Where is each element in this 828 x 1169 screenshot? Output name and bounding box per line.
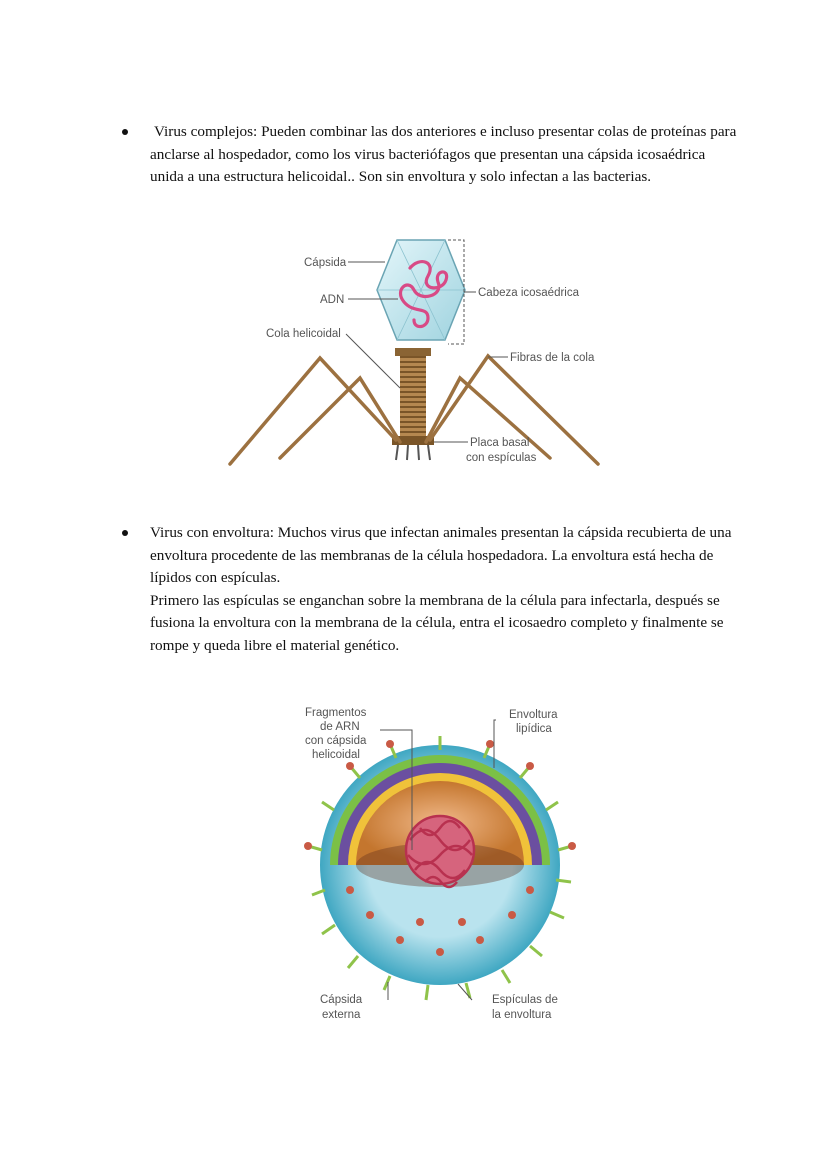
label-fragmentos-2: de ARN [320, 721, 360, 733]
enveloped-virus-diagram [290, 700, 590, 1030]
paragraph: Virus con envoltura: Muchos virus que infectan animales presentan la cápsida recubierta de una envoltura procedente de las membranas de la célula hospedadora. La envoltura está hecha de lípidos con espículas. [150, 524, 732, 586]
bullet-virus-complejos [122, 121, 742, 189]
bullet-text [150, 522, 742, 657]
bullet-virus-envoltura [122, 522, 742, 657]
label-fragmentos-4: helicoidal [312, 749, 360, 761]
label-envoltura-2: lipídica [516, 723, 552, 735]
label-placa-1: Placa basal [470, 437, 530, 449]
collar [395, 348, 431, 356]
bullet-text [150, 121, 742, 189]
bacteriophage-diagram [220, 228, 620, 478]
helical-tail [400, 356, 426, 436]
label-placa-2: con espículas [466, 452, 537, 464]
label-espiculas-1: Espículas de [492, 994, 558, 1006]
paragraph: Virus complejos: Pueden combinar las dos anteriores e incluso presentar colas de proteínas para anclarse al hospedador, como los virus bacteriófagos que presentan una cápsida icosaédrica unida a una estructura helicoidal.. Son sin envoltura y solo infectan a las bacterias. [150, 123, 737, 185]
base-spikes [396, 445, 430, 460]
label-capsida-2: externa [322, 1009, 361, 1021]
bullet-dot [122, 530, 128, 536]
label-adn: ADN [320, 294, 345, 306]
label-fragmentos-3: con cápsida [305, 735, 367, 747]
label-fragmentos-1: Fragmentos [305, 707, 367, 719]
paragraph: Primero las espículas se enganchan sobre la membrana de la célula para infectarla, después se fusiona la envoltura con la membrana de la célula, entra el icosaedro completo y finalmente se rompe y queda libre el material genético. [150, 591, 724, 654]
label-capsida-1: Cápsida [320, 994, 363, 1006]
label-cola: Cola helicoidal [266, 328, 341, 340]
label-cabeza: Cabeza icosaédrica [478, 287, 580, 299]
bullet-dot [122, 129, 128, 135]
label-capsida: Cápsida [304, 257, 347, 269]
label-espiculas-2: la envoltura [492, 1009, 552, 1021]
label-fibras: Fibras de la cola [510, 352, 595, 364]
label-envoltura-1: Envoltura [509, 709, 558, 721]
